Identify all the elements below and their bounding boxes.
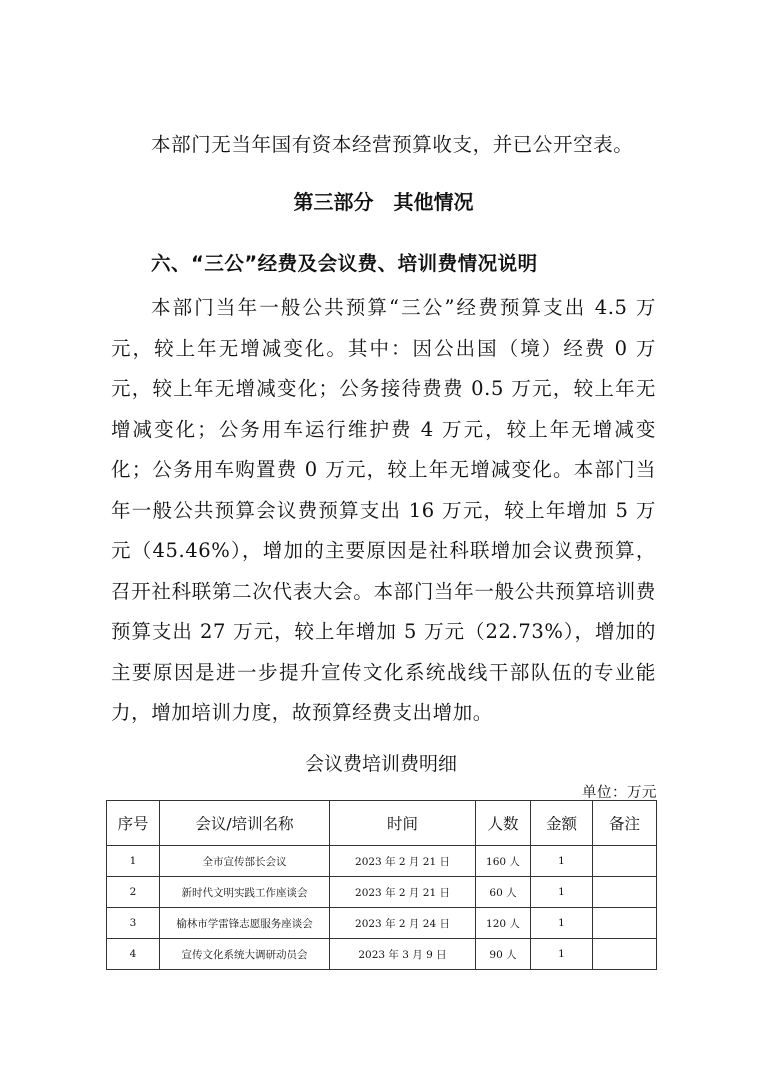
cell-name: 新时代文明实践工作座谈会: [160, 877, 330, 908]
table-row: [107, 846, 657, 877]
cell-remarks: [593, 908, 657, 939]
section-heading: 六、“三公”经费及会议费、培训费情况说明: [151, 252, 538, 275]
cell-remarks: [593, 877, 657, 908]
cell-amount: 1: [531, 877, 593, 908]
table-unit: 单位：万元: [582, 785, 657, 801]
cell-time: 2023 年 2 月 24 日: [330, 908, 476, 939]
part-heading: 第三部分 其他情况: [293, 190, 474, 214]
table-header-row: [107, 801, 657, 846]
cell-attendees: 90 人: [476, 939, 531, 970]
cell-time: 2023 年 2 月 21 日: [330, 877, 476, 908]
cell-time: 2023 年 2 月 21 日: [330, 846, 476, 877]
table-title: 会议费培训费明细: [304, 753, 457, 775]
header-amount: 金额: [531, 801, 593, 846]
header-index: 序号: [107, 801, 160, 846]
header-time: 时间: [330, 801, 476, 846]
cell-attendees: 160 人: [476, 846, 531, 877]
header-name: 会议/培训名称: [160, 801, 330, 846]
cell-amount: 1: [531, 908, 593, 939]
table-row: [107, 877, 657, 908]
cell-name: 全市宣传部长会议: [160, 846, 330, 877]
cell-index: 3: [107, 908, 160, 939]
paragraph-state-capital-budget: 本部门无当年国有资本经营预算收支，并已公开空表。: [151, 133, 634, 156]
cell-time: 2023 年 3 月 9 日: [330, 939, 476, 970]
table-row: [107, 908, 657, 939]
cell-index: 2: [107, 877, 160, 908]
cell-amount: 1: [531, 846, 593, 877]
cell-remarks: [593, 939, 657, 970]
cell-name: 宣传文化系统大调研动员会: [160, 939, 330, 970]
header-attendees: 人数: [476, 801, 531, 846]
cell-attendees: 120 人: [476, 908, 531, 939]
paragraph-three-public-expenses: 本部门当年一般公共预算“三公”经费预算支出 4.5 万元，较上年无增减变化。其中：因公出国（境）经费 0 万元，较上年无增减变化；公务接待费费 0.5 万元，较上年无增减变化；公务用车运行维护费 4 万元，较上年无增减变化；公务用车购置费 0 万元，较上年无增减变化。本部门当年一般公共预算会议费预算支出 16 万元，较上年增加 5 万元（45.46%），增加的主要原因是社科联增加会议费预算，召开社科联第二次代表大会。本部门当年一般公共预算培训费预算支出 27 万元，较上年增加 5 万元（22.73%），增加的主要原因是进一步提升宣传文化系统战线干部队伍的专业能力，增加培训力度，故预算经费支出增加。: [111, 296, 656, 724]
cell-index: 1: [107, 846, 160, 877]
cell-index: 4: [107, 939, 160, 970]
cell-name: 榆林市学雷锋志愿服务座谈会: [160, 908, 330, 939]
header-remarks: 备注: [593, 801, 657, 846]
table-row: [107, 939, 657, 970]
cell-attendees: 60 人: [476, 877, 531, 908]
cell-remarks: [593, 846, 657, 877]
meeting-training-fee-table: [106, 800, 657, 970]
cell-amount: 1: [531, 939, 593, 970]
